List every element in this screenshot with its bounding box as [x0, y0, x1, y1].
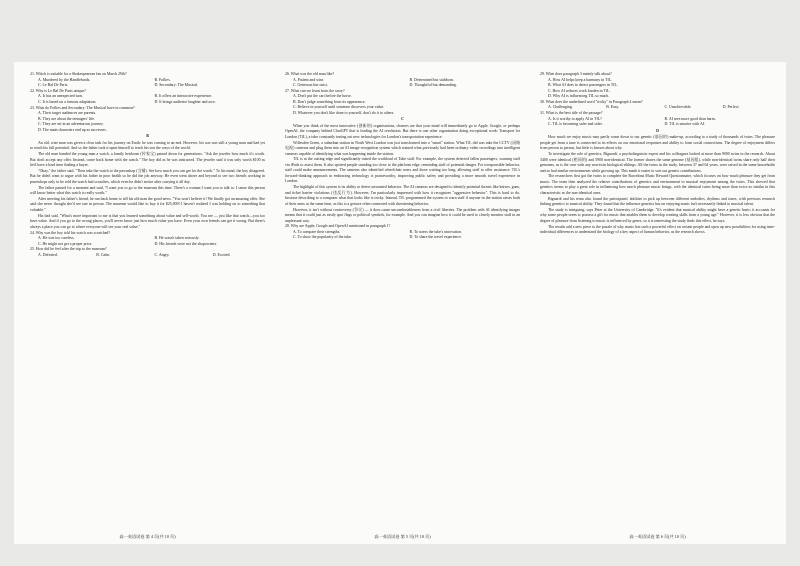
question-stem: 21. Which is suitable for a Shakespearean fan on March 29th?	[30, 72, 127, 76]
question-31	[540, 111, 775, 128]
passage-paragraph: An old, wise man was given a clear task for his journey on Earth: he was coming to an end. However, his son was still a young man and had yet to reach his full potential. And so the father took it upon himself to teach his son the ways of the world.	[30, 140, 265, 151]
question-stem: 30. What does the underlined word "tricky" in Paragraph 4 mean?	[540, 99, 643, 104]
option-a: A. Defeated.	[38, 252, 58, 257]
option-b: B. They are about the teenagers' life.	[38, 116, 96, 121]
column-left	[30, 72, 265, 532]
option-a: A. Challenging.	[548, 105, 573, 110]
passage-paragraph: How much we enjoy music may partly come down to our genetic (基因的) make-up, according to a study of thousands of twins. The pleasure people get from a tune is connected to its effects on our emotional responses and ability to form social connections. The degree of enjoyment differs from person to person, but little is known about why.	[540, 135, 775, 151]
option-b: B. Determined but stubborn.	[409, 77, 454, 82]
option-a: A. Murdered by the Handlebards.	[38, 77, 91, 82]
question-stem: 26. What was the old man like?	[285, 72, 335, 76]
section-heading: C	[401, 117, 404, 122]
option-c: C. He might not get a proper price.	[38, 241, 93, 246]
passage-paragraph: The results add a new piece to the puzzle of why music has such a powerful effect on certain people and open up new possibilities for using inter-individual differences to understand the biology of a key aspect of human behavior, as the research shows.	[540, 224, 775, 235]
passage-paragraph: When you think of the most innovative (创新的) organisations, chances are that your mind will immediately go to Apple, Google, or perhaps OpenAI, the company behind ChatGPT that is leading the AI revolution. But there is one other organisation doing exceptional work: Transport for London (TfL), a tube constantly testing out new technologies for London's transportation experience.	[285, 123, 520, 139]
option-b: B. Follies.	[154, 77, 171, 82]
option-a: A. How AI helps keep a harmony in TfL.	[548, 77, 613, 82]
option-b: B. Easy.	[606, 105, 620, 110]
option-a: A. He was too careless.	[38, 236, 75, 241]
passage-paragraph: "Okay," the father said. "Then take the watch to the pawnshop (当铺). See how much you can get for the watch." To his mind, the boy disagreed. But he didn't want to argue with his father in poor health so he did the job anyway. He even went above and beyond to see two friends working in pawnshops only to be told the watch had scratches, which even he didn't notice after carrying it all day.	[30, 168, 265, 184]
question-30	[540, 100, 775, 111]
option-c: C. They are set in an adventurous journey.	[38, 122, 104, 127]
option-c: C. How AI reduces work burden in TfL.	[548, 88, 611, 93]
option-b: B. To stress the tube's innovation.	[409, 229, 462, 234]
question-stem: 27. What can we learn from the story?	[285, 88, 345, 93]
option-a: A. It has an unexpected turn.	[38, 94, 83, 99]
question-27	[285, 89, 520, 117]
question-stem: 28. Why are Apple, Google and OpenAI mentioned in paragraph 1?	[285, 224, 391, 229]
question-stem: 29. What does paragraph 3 mainly talk about?	[540, 72, 612, 76]
passage-paragraph: After meeting his father's friend, he ran back home to tell his old man the good news. "You won't believe it! We finally got an amazing offer. She said she never thought she'd see one in person. The museum would like to buy it for $25,000! I haven't realized I was holding on to something that valuable."	[30, 196, 265, 212]
passage-paragraph: The old man handed the young man a watch, a family heirloom (传家宝) passed down for generations. "Ask the jeweler how much it's worth. But don't accept any offer. Instead, come back home with the watch." The boy did as he was instructed. The jeweler said it was only worth $100 as he'd have a hard time finding a buyer.	[30, 152, 265, 168]
option-b: B. Calm.	[96, 252, 111, 257]
option-a: A. Their target audiences are parents.	[38, 111, 97, 116]
option-c: C. Generous but strict.	[293, 83, 329, 87]
option-d: D. The main characters end up as successes.	[38, 127, 107, 132]
option-b: B. Don't judge something from its appearance.	[293, 99, 366, 104]
question-29	[540, 72, 775, 100]
option-d: D. Perfect.	[722, 105, 740, 110]
question-21	[30, 72, 265, 89]
option-a: A. Don't put the cart before the horse.	[293, 94, 352, 99]
option-c: C. Unachievable.	[664, 105, 692, 110]
option-d: D. TfL is smarter with AI.	[664, 122, 706, 127]
column-middle	[285, 72, 520, 532]
question-stem: 23. What do Follies and Secondary: The Musical have in common?	[30, 105, 135, 110]
question-22	[30, 89, 265, 106]
option-a: A. To compare their strengths.	[293, 229, 341, 234]
passage-paragraph: To investigate the role of genetics, Bignardi, a psycholinguistic expert and his colleagues looked at more than 9000 twins in the research. About 3400 were identical (相同的) and 5900 non-identical. The former shares the same genome (基因组), while non-identical twins share only half their genomes, as is the case with any non-twin biological siblings. All the twins in the study, between 37 and 64 years, were raised in the same households and so had similar environments while growing up. This made it easier to sort out genetic contributions.	[540, 152, 775, 173]
option-c: C. TfL is becoming safer and safer.	[548, 122, 603, 127]
passage-paragraph: His dad said, "What's more important to me is that you learned something about value and self-worth. You see — just like that watch—you too have value. And if you go to the wrong places, you'll never know just how much value you have. Even your own friends can get it wrong. But there's always a place you can go to where everyone will see your real value."	[30, 213, 265, 229]
option-b: B. He wasn't taken seriously.	[154, 236, 200, 241]
passage-paragraph: Willesden Green, a suburban station in North West London was just transformed into a "smart" station. What TfL did was take the CCTV (闭路电视) cameras and plug them into an AI image recognition system which trained what previously had been ordinary video recordings into intelligent cameras capable of identifying what was happening inside the station.	[285, 140, 520, 156]
question-stem: 31. What is the best title of the passage?	[540, 111, 603, 116]
option-d: D. Excited.	[212, 252, 231, 257]
column-right	[540, 72, 775, 532]
passage-paragraph: TfL is at the cutting edge and significantly raised the workload of Tube staff. For example, the system detected fallen passengers, warning staff via iPads to assist them. It also spotted people standing too close to the platform edge, reminding staff of potential danger. For irresponsible behavior, staff could make announcements. The cameras also identified wheelchair users and those waiting too long, allowing staff to offer assistance. TfL's forward-thinking approach in embracing technology is praiseworthy, improving public safety and providing a more smooth travel experience in London.	[285, 157, 520, 184]
passage-paragraph: However, it isn't without controversy (争议) — it does cause uncomfortableness from a civil liberties. The problem with AI identifying images means that it could just as easily spot flags or political symbols, for example. And you can imagine how it could be used to closely monitor staff in an unpleasant way.	[285, 207, 520, 223]
question-28	[285, 224, 520, 241]
question-stem: 22. Why is Le Bal De Paris unique?	[30, 88, 86, 93]
page-footer: 高一英语试卷 第 5 页(共 10 页)	[374, 534, 431, 539]
question-23	[30, 106, 265, 134]
question-25	[30, 247, 265, 258]
question-26	[285, 72, 520, 89]
option-c: C. Le Bal De Paris.	[38, 83, 69, 87]
option-b: B. It offers an interactive experience.	[154, 94, 213, 99]
option-d: D. His friends were not the shopowners.	[154, 241, 218, 246]
section-heading: B	[146, 134, 149, 139]
option-c: C. Believe in yourself until someone discovers your value.	[293, 105, 385, 110]
page-footer: 高一英语试卷 第 6 页(共 10 页)	[629, 534, 686, 539]
passage-paragraph: The highlight of this system is its ability to detect unwanted behavior. The AI cameras are designed to identify potential threats like knives, guns, and ticket barrier violations (违反行为). However, I'm particularly impressed with how it recognizes "aggressive behavior". This is hard to do, because describing to a computer what that looks like is tricky. Instead, TfL programmed the system to warn staff if anyone in the station raises both of their arms at the same time, as this is a gesture often connected with threatening behavior.	[285, 185, 520, 206]
option-d: D. It brings audience laughter and awe.	[154, 99, 216, 104]
section-heading: D	[656, 128, 659, 133]
option-d: D. Why AI is influencing TfL so much.	[548, 94, 610, 98]
option-d: D. Thoughtful but demanding.	[409, 83, 457, 87]
option-c: C. To show the popularity of the tube.	[293, 235, 352, 240]
passage-paragraph: Bignardi and his team also found the participants' abilities to pick up between different melodies, rhythms and tones, with previous research linking genetics to musical ability. They found that the influence genetics has on enjoying music isn't necessarily linked to musical talent.	[540, 196, 775, 207]
page-footer: 高一英语试卷 第 4 页(共 10 页)	[119, 534, 176, 539]
option-c: C. Angry.	[154, 252, 170, 257]
passage-paragraph: The study is intriguing, says Peter at the University of Cambridge. "It's evident that musical ability might have a genetic basis; it accounts for why some people seem to possess a gift for music that enables them to develop creating skills from a young age." However, it is less obvious that the degree of pleasure from listening to music is influenced by genes, so it is interesting the study finds this effect, he says.	[540, 207, 775, 223]
passage-paragraph: The researchers first got the twins to complete the Barcelona Music Reward Questionnaire, which focuses on how much pleasure they get from music. The team then analyzed the relative contributions of genetics and environment to musical enjoyment among the twins. This showed that genetics seems to play a great role in influencing how much pleasure music brings, with the identical twins being more than twice as similar in this characteristic as the non-identical ones.	[540, 174, 775, 195]
option-d: D. To share the travel experience.	[409, 235, 462, 240]
option-a: A. Is it worthy to apply AI in TfL?	[548, 116, 602, 121]
question-24	[30, 231, 265, 248]
option-d: D. Whatever you don't like done to yourself, don't do it to others.	[293, 110, 395, 115]
question-stem: 25. How did he feel after the trip to the museum?	[30, 247, 107, 252]
option-c: C. It is based on a famous adaptation.	[38, 99, 97, 104]
passage-paragraph: The father paused for a moment and said, "I want you to go to the museum this time. There's a woman I want you to talk to. I sense this person will know better what this watch is really worth."	[30, 185, 265, 196]
question-stem: 24. Why was the boy told his watch was scratched?	[30, 230, 111, 235]
option-b: B. AI sees more good than harm.	[664, 116, 716, 121]
option-a: A. Patient and wise.	[293, 77, 325, 82]
option-d: D. Secondary: The Musical.	[154, 83, 199, 87]
option-b: B. What AI does to detect passengers in TfL.	[548, 83, 618, 87]
